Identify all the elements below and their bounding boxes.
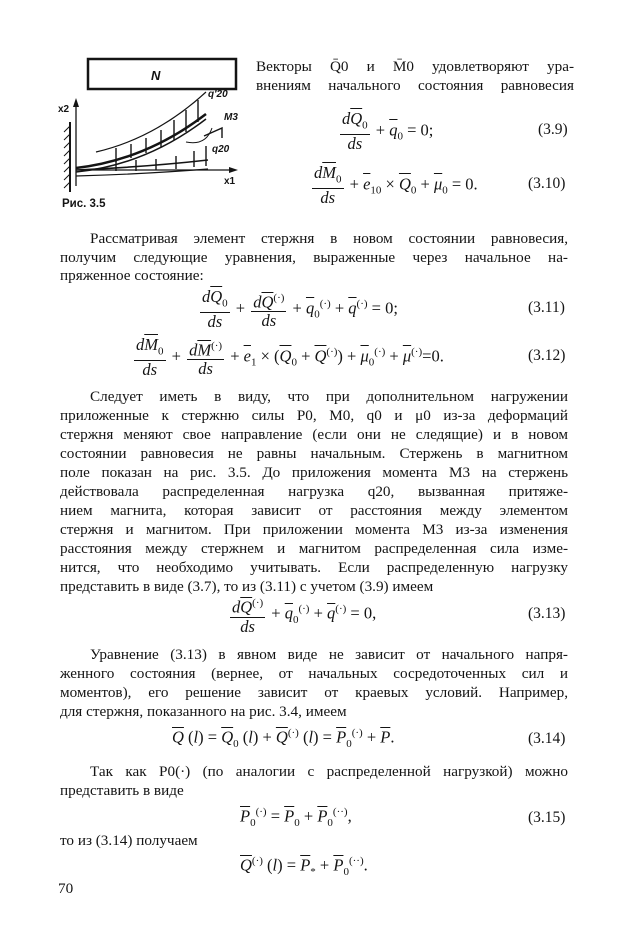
x2-label: x2: [58, 104, 70, 115]
para2-line-8: стержня и магнитом. При приложении момента M3 из-за изменения: [60, 521, 568, 538]
eq-number-3-12: (3.12): [528, 347, 566, 364]
equation-3-12: $\frac{d\overline{M}_0}{ds}$ + $\frac{d\overline{M}^{(\cdot)}}{ds}$ + $\overline{e}_1 \times (\overline{Q}_0 + \overline{Q}^{(\cdot)}) + \overline{\mu}_0^{(\cdot)} + \overline{\mu}^{(\cdot)}=0$.: [136, 335, 444, 380]
q20-label: q20: [212, 144, 230, 155]
eq-number-3-9: (3.9): [538, 121, 568, 138]
equation-3-10: $\frac{d\overline{M}_0}{ds}$ + $\overline{e}_{10} \times \overline{Q}_0 + \overline{\mu}_0 = 0$.: [314, 163, 478, 208]
eq-number-3-14: (3.14): [528, 730, 566, 747]
equation-3-14: $\overline{Q}$ $(l) = \overline{Q}_0$ $(l) + \overline{Q}^{(\cdot)}$ $(l) = \overline{P}_0^{(\cdot)} + \overline{P}$.: [172, 727, 395, 750]
para2-line-7: нием магнита, которая зависит от расстояния между элементом: [60, 502, 568, 519]
para1-line-3: пряженное состояние:: [60, 267, 204, 284]
equation-3-11: $\frac{d\overline{Q}_0}{ds}$ + $\frac{d\overline{Q}^{(\cdot)}}{ds}$ + $\overline{q}_0^{(\cdot)} + \overline{q}^{(\cdot)} = 0$;: [202, 287, 398, 332]
para2-line-10: нится, что необходимо учитывать. Если распределенную нагрузку: [60, 559, 568, 576]
para1-line-1: Рассматривая элемент стержня в новом состоянии равновесия,: [90, 230, 568, 247]
eq-number-3-15: (3.15): [528, 809, 566, 826]
para3-line-1: Уравнение (3.13) в явном виде не зависит от начального напря-: [90, 646, 568, 663]
para3-line-4: для стержня, показанного на рис. 3.4, имеем: [60, 703, 347, 720]
magnet-block: [88, 59, 236, 89]
para2-line-3: стержня меняют свое направление (если они не следящие) и в новом: [60, 426, 568, 443]
para1-line-2: получим следующие уравнения, выраженные через начальное на-: [60, 249, 568, 266]
para4-line-1: Так как P0(·) (по аналогии с распределенной нагрузкой) можно: [90, 763, 568, 780]
equation-3-13: $\frac{d\overline{Q}^{(\cdot)}}{ds}$ + $\overline{q}_0^{(\cdot)} + \overline{q}^{(\cdot)} = 0$,: [228, 594, 376, 636]
para2-line-1: Следует иметь в виду, что при дополнительном нагружении: [90, 388, 568, 405]
para2-line-4: состоянии равновесия не равны начальным. Стержень в магнитном: [60, 445, 568, 462]
para2-line-6: действовала распределенная нагрузка q20, вызванная притяже-: [60, 483, 568, 500]
figure-3-5: [56, 52, 246, 202]
para5-line: то из (3.14) получаем: [60, 832, 198, 849]
x1-label: x1: [224, 176, 236, 187]
para3-line-2: женного состояния (вернее, от начальных сосредоточенных сил и: [60, 665, 568, 682]
equation-3-9: $\frac{d\overline{Q}_0}{ds}$ + $\overline{q}_0 = 0$;: [342, 109, 434, 154]
para4-line-2: представить в виде: [60, 782, 184, 799]
eq-number-3-11: (3.11): [528, 299, 565, 316]
para3-line-3: моментов), его решение зависит от краевых условий. Например,: [60, 684, 568, 701]
eq-number-3-10: (3.10): [528, 175, 566, 192]
page-number: 70: [58, 880, 74, 897]
q20-prime-label: q′20: [208, 89, 228, 100]
equation-3-15: $\overline{P}_0^{(\cdot)} = \overline{P}_0 + \overline{P}_0^{(\cdot\cdot)}$,: [240, 806, 352, 829]
magnet-label: N: [151, 68, 161, 83]
para2-line-9: расстояния между стержнем и магнитом распределенная сила изме-: [60, 540, 568, 557]
para2-line-2: приложенные к стержню силы P0, M0, q0 и μ0 из-за деформаций: [60, 407, 568, 424]
eq-number-3-13: (3.13): [528, 605, 566, 622]
m3-label: M3: [224, 112, 238, 123]
figure-caption: Рис. 3.5: [62, 198, 106, 210]
intro-line-1: Векторы Q̄0 и M̄0 удовлетворяют ура-: [256, 58, 574, 75]
equation-final: $\overline{Q}^{(\cdot)}$ $(l) = \overline{P}_* + \overline{P}_0^{(\cdot\cdot)}$.: [240, 855, 368, 878]
intro-line-2: внениям начального состояния равновесия: [256, 77, 574, 94]
para2-line-5: поле показан на рис. 3.5. До приложения момента M3 на стержень: [60, 464, 568, 481]
para2-line-11: представить в виде (3.7), то из (3.11) с учетом (3.9) имеем: [60, 578, 434, 595]
